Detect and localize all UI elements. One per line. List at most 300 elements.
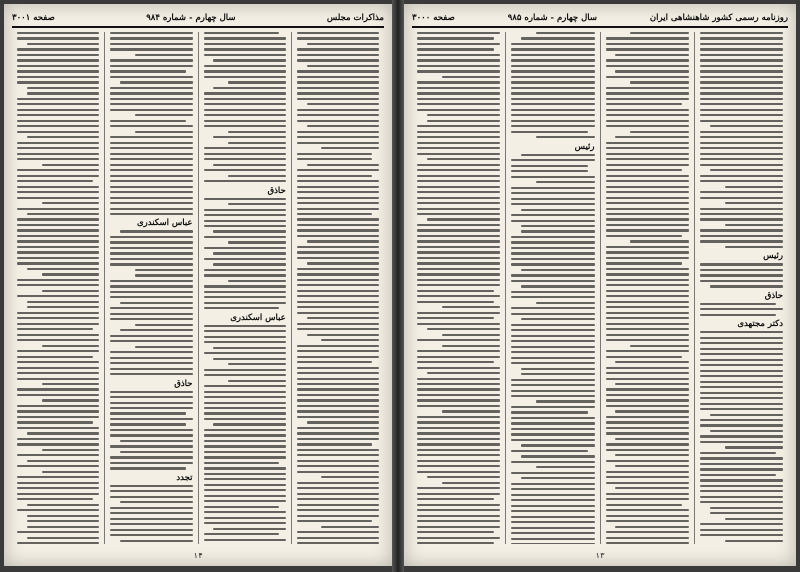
text-line	[17, 147, 99, 149]
text-line	[700, 490, 783, 492]
text-line	[110, 147, 192, 149]
text-line	[297, 295, 379, 297]
right-col-1	[694, 32, 788, 544]
text-line	[297, 213, 373, 215]
text-line	[27, 432, 99, 434]
text-line	[606, 405, 689, 407]
left-col-3	[104, 32, 197, 544]
text-line	[17, 114, 99, 116]
text-line	[17, 262, 99, 264]
text-line	[42, 471, 100, 473]
text-line	[297, 301, 379, 303]
text-line	[700, 158, 783, 160]
text-line	[700, 337, 783, 339]
text-line	[110, 164, 192, 166]
text-line	[297, 279, 379, 281]
text-line	[630, 81, 688, 83]
text-line	[110, 485, 192, 487]
text-line	[511, 296, 594, 298]
text-line	[700, 403, 783, 405]
text-line	[297, 345, 379, 347]
text-line	[17, 224, 99, 226]
text-line	[417, 92, 500, 94]
text-line	[110, 462, 192, 464]
text-line	[204, 147, 286, 149]
text-line	[110, 357, 192, 359]
text-line	[17, 531, 99, 533]
text-line	[700, 370, 783, 372]
text-line	[17, 218, 99, 220]
text-line	[297, 312, 379, 314]
text-line	[297, 378, 379, 380]
text-line	[417, 388, 500, 390]
text-line	[17, 186, 99, 188]
text-line	[700, 314, 777, 316]
text-line	[204, 391, 286, 393]
text-line	[297, 432, 379, 434]
text-line	[17, 257, 99, 259]
text-line	[536, 400, 594, 402]
text-line	[228, 241, 286, 243]
text-line	[417, 432, 500, 434]
text-line	[417, 509, 500, 511]
text-line	[511, 538, 594, 540]
text-line	[511, 346, 594, 348]
text-line	[297, 70, 379, 72]
text-line	[297, 388, 379, 390]
text-line	[511, 483, 594, 485]
text-line	[511, 220, 594, 222]
text-line	[606, 37, 689, 39]
text-line	[606, 175, 689, 177]
text-line	[521, 477, 594, 479]
text-line	[700, 235, 783, 237]
text-line	[204, 114, 286, 116]
text-line	[417, 48, 494, 50]
left-page	[4, 4, 392, 566]
text-line	[228, 142, 286, 144]
text-line	[700, 164, 783, 166]
text-line	[606, 153, 689, 155]
text-line	[204, 54, 286, 56]
text-line	[606, 169, 683, 171]
text-line	[700, 147, 783, 149]
text-line	[511, 422, 594, 424]
text-line	[110, 241, 192, 243]
text-line	[17, 229, 99, 231]
text-line	[110, 285, 192, 287]
text-line	[511, 340, 594, 342]
text-line	[417, 427, 500, 429]
text-line	[606, 476, 689, 478]
text-line	[511, 406, 594, 408]
text-line	[606, 120, 689, 122]
text-line	[710, 285, 783, 287]
text-line	[700, 213, 783, 215]
text-line	[700, 408, 783, 410]
text-line	[521, 269, 594, 271]
text-line	[606, 180, 689, 182]
text-line	[511, 54, 594, 56]
text-line	[417, 356, 500, 358]
text-line	[297, 131, 379, 133]
text-line	[606, 515, 689, 517]
text-line	[700, 87, 783, 89]
text-line	[204, 539, 286, 541]
text-line	[417, 175, 500, 177]
text-line	[417, 323, 500, 325]
text-line	[17, 235, 99, 237]
text-line	[630, 131, 688, 133]
text-line	[700, 120, 783, 122]
text-line	[42, 290, 100, 292]
text-line	[204, 296, 286, 298]
text-line	[321, 147, 379, 149]
speaker-subhead: حاذق	[764, 290, 783, 301]
text-line	[27, 460, 99, 462]
text-line	[442, 345, 500, 347]
text-line	[297, 153, 373, 155]
text-line	[110, 48, 192, 50]
text-line	[700, 65, 783, 67]
text-line	[204, 385, 286, 387]
text-line	[725, 446, 783, 448]
text-line	[417, 537, 500, 539]
text-line	[511, 411, 588, 413]
text-line	[42, 164, 100, 166]
text-line	[606, 432, 689, 434]
text-line	[700, 240, 783, 242]
text-line	[297, 399, 379, 401]
text-line	[297, 136, 379, 138]
text-line	[511, 43, 594, 45]
text-line	[213, 164, 285, 166]
text-line	[511, 543, 594, 544]
text-line	[606, 279, 689, 281]
text-line	[700, 485, 783, 487]
text-line	[417, 240, 500, 242]
text-line	[17, 65, 99, 67]
text-line	[17, 388, 99, 390]
text-line	[204, 451, 286, 453]
text-line	[700, 353, 783, 355]
text-line	[700, 131, 783, 133]
text-line	[204, 352, 286, 354]
text-line	[700, 32, 783, 34]
text-line	[606, 125, 689, 127]
text-line	[511, 532, 594, 534]
text-line	[417, 262, 500, 264]
text-line	[606, 158, 689, 160]
text-line	[700, 496, 783, 498]
text-line	[700, 218, 783, 220]
text-line	[700, 37, 783, 39]
text-line	[297, 498, 379, 500]
text-line	[511, 362, 594, 364]
text-line	[511, 488, 594, 490]
text-line	[204, 285, 286, 287]
text-line	[700, 92, 783, 94]
right-col-4	[412, 32, 505, 544]
text-line	[417, 54, 500, 56]
text-line	[42, 273, 100, 275]
text-line	[700, 468, 783, 470]
text-line	[17, 443, 99, 445]
speaker-subhead: حاذق	[267, 185, 286, 196]
text-line	[700, 392, 783, 394]
text-line	[511, 313, 594, 315]
text-line	[204, 92, 286, 94]
text-line	[606, 92, 689, 94]
text-line	[417, 399, 500, 401]
text-line	[110, 313, 192, 315]
text-line	[511, 395, 594, 397]
text-line	[297, 493, 379, 495]
text-line	[417, 186, 500, 188]
text-line	[110, 98, 192, 100]
text-line	[17, 246, 99, 248]
text-line	[725, 202, 783, 204]
text-line	[417, 438, 500, 440]
text-line	[700, 114, 783, 116]
text-line	[297, 229, 379, 231]
text-line	[17, 421, 93, 423]
text-line	[511, 505, 594, 507]
text-line	[511, 192, 594, 194]
text-line	[110, 125, 192, 127]
left-header-left: صفحه ۳۰۰۱	[12, 13, 55, 23]
text-line	[297, 202, 379, 204]
speaker-subhead: دکتر مجتهدی	[737, 319, 783, 330]
text-line	[606, 421, 689, 423]
text-line	[606, 312, 689, 314]
text-line	[511, 307, 594, 309]
text-line	[700, 98, 783, 100]
left-page-columns	[12, 32, 384, 544]
text-line	[511, 510, 594, 512]
text-line	[700, 48, 783, 50]
text-line	[213, 528, 285, 530]
text-line	[110, 534, 192, 536]
text-line	[110, 43, 192, 45]
text-line	[204, 473, 286, 475]
text-line	[120, 302, 192, 304]
text-line	[110, 169, 192, 171]
text-line	[297, 186, 379, 188]
text-line	[606, 339, 689, 341]
text-line	[417, 125, 500, 127]
text-line	[297, 410, 379, 412]
text-line	[120, 230, 192, 232]
text-line	[606, 350, 689, 352]
text-line	[204, 336, 286, 338]
text-line	[297, 350, 379, 352]
text-line	[204, 158, 286, 160]
text-line	[110, 418, 192, 420]
text-line	[606, 520, 689, 522]
text-line	[700, 191, 783, 193]
text-line	[606, 262, 683, 264]
text-line	[213, 263, 285, 265]
text-line	[297, 32, 379, 34]
text-line	[213, 136, 285, 138]
left-header-center: سال چهارم - شماره ۹۸۴	[146, 13, 236, 23]
text-line	[511, 516, 594, 518]
text-line	[615, 410, 688, 412]
text-line	[297, 87, 379, 89]
text-line	[110, 202, 192, 204]
text-line	[606, 76, 689, 78]
text-line	[297, 465, 379, 467]
text-line	[110, 153, 192, 155]
text-line	[417, 109, 500, 111]
text-line	[536, 181, 594, 183]
text-line	[297, 290, 379, 292]
text-line	[417, 284, 500, 286]
text-line	[297, 427, 379, 429]
text-line	[120, 329, 192, 331]
text-line	[417, 147, 500, 149]
text-line	[606, 257, 689, 259]
text-line	[297, 542, 379, 544]
text-line	[417, 290, 494, 292]
text-line	[17, 131, 99, 133]
text-line	[511, 428, 594, 430]
text-line	[700, 208, 783, 210]
text-line	[511, 176, 594, 178]
text-line	[700, 364, 783, 366]
text-line	[417, 526, 500, 528]
text-line	[700, 81, 783, 83]
text-line	[606, 498, 689, 500]
text-line	[427, 328, 500, 330]
text-line	[17, 509, 99, 511]
text-line	[297, 251, 379, 253]
text-line	[606, 186, 689, 188]
text-line	[606, 301, 689, 303]
text-line	[700, 501, 783, 503]
text-line	[213, 87, 285, 89]
text-line	[417, 317, 494, 319]
text-line	[606, 328, 689, 330]
text-line	[606, 399, 689, 401]
text-line	[700, 386, 783, 388]
text-line	[110, 340, 192, 342]
text-line	[110, 197, 192, 199]
text-line	[417, 273, 500, 275]
text-line	[536, 302, 594, 304]
text-line	[17, 410, 99, 412]
text-line	[511, 499, 594, 501]
text-line	[213, 347, 285, 349]
text-line	[110, 291, 192, 293]
text-line	[307, 65, 379, 67]
text-line	[417, 471, 500, 473]
text-line	[427, 372, 500, 374]
text-line	[110, 109, 192, 111]
text-line	[700, 419, 783, 421]
text-line	[630, 345, 688, 347]
text-line	[204, 65, 286, 67]
text-line	[135, 131, 193, 133]
text-line	[204, 120, 286, 122]
text-line	[27, 526, 99, 528]
text-line	[511, 114, 594, 116]
text-line	[204, 325, 286, 327]
left-col-1	[291, 32, 384, 544]
text-line	[700, 229, 783, 231]
speaker-subhead: عباس اسکندری	[136, 218, 193, 229]
text-line	[110, 142, 192, 144]
text-line	[17, 350, 99, 352]
text-line	[204, 258, 286, 260]
text-line	[110, 412, 186, 414]
text-line	[27, 515, 99, 517]
text-line	[606, 460, 689, 462]
text-line	[110, 76, 192, 78]
text-line	[511, 450, 588, 452]
text-line	[204, 522, 286, 524]
speaker-subhead: حاذق	[174, 378, 193, 389]
text-line	[110, 373, 192, 375]
text-line	[417, 301, 494, 303]
speaker-subhead: عباس اسکندری	[230, 312, 286, 323]
text-line	[297, 284, 379, 286]
text-line	[700, 274, 783, 276]
text-line	[204, 533, 280, 535]
text-line	[17, 48, 99, 50]
text-line	[615, 487, 688, 489]
text-line	[417, 394, 500, 396]
text-line	[700, 197, 783, 199]
text-line	[700, 180, 783, 182]
right-col-2	[600, 32, 694, 544]
text-line	[17, 54, 99, 56]
right-header-left: صفحه ۳۰۰۰	[412, 13, 455, 23]
text-line	[17, 465, 99, 467]
text-line	[725, 540, 783, 542]
text-line	[521, 318, 594, 320]
text-line	[297, 504, 379, 506]
text-line	[27, 43, 99, 45]
text-line	[17, 339, 99, 341]
text-line	[297, 306, 379, 308]
text-line	[120, 81, 192, 83]
text-line	[417, 493, 500, 495]
text-line	[204, 109, 286, 111]
text-line	[204, 98, 286, 100]
text-line	[417, 136, 500, 138]
text-line	[27, 504, 99, 506]
text-line	[417, 279, 500, 281]
text-line	[27, 92, 99, 94]
text-line	[228, 363, 286, 365]
text-line	[297, 454, 379, 456]
text-line	[27, 268, 99, 270]
text-line	[606, 48, 689, 50]
text-line	[204, 302, 286, 304]
left-page-header	[12, 10, 384, 28]
text-line	[204, 511, 286, 513]
text-line	[521, 154, 594, 156]
text-line	[417, 498, 494, 500]
text-line	[442, 410, 500, 412]
text-line	[297, 405, 379, 407]
text-line	[417, 235, 500, 237]
text-line	[417, 361, 494, 363]
text-line	[710, 512, 783, 514]
text-line	[700, 59, 783, 61]
